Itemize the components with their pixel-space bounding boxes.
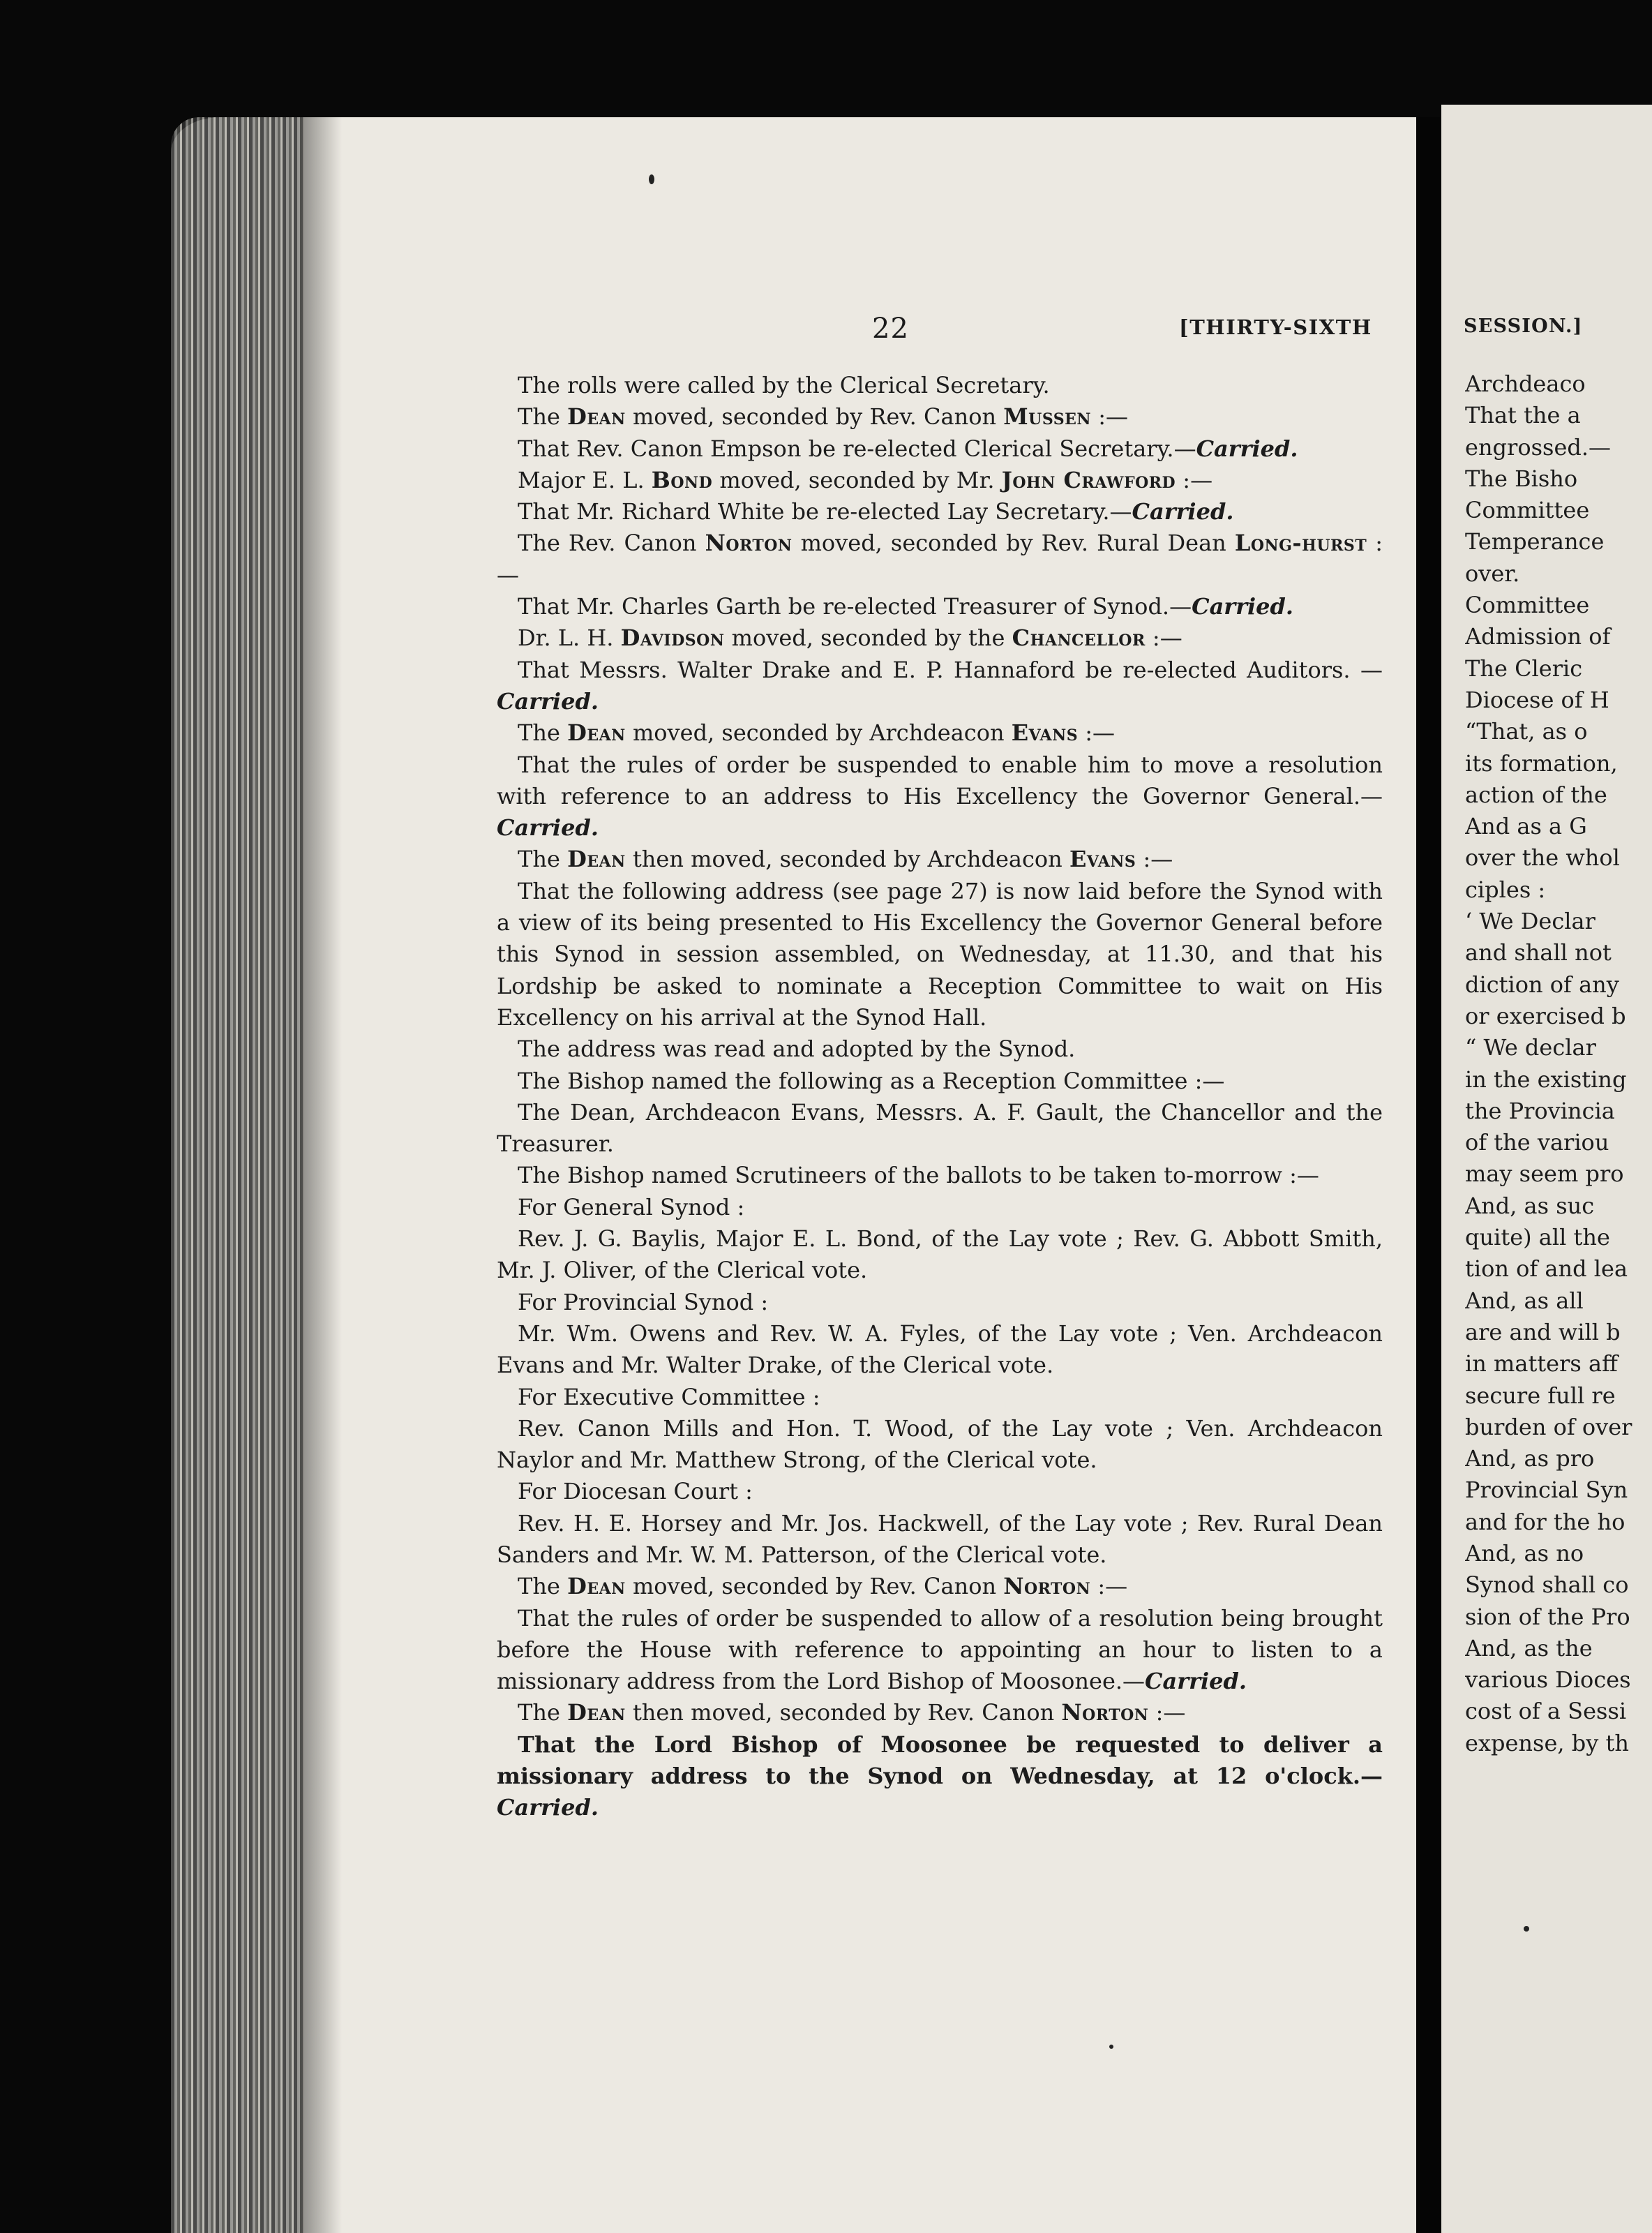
paragraph: The Rev. Canon Norton moved, seconded by Rev. Rural Dean Long-hurst :— — [497, 530, 1383, 588]
page-gutter — [1416, 117, 1441, 2233]
paper-speck — [1109, 2045, 1113, 2049]
text-line: engrossed.— — [1465, 433, 1612, 461]
paragraph: For General Synod : — [518, 1193, 745, 1220]
text-line: over the whol — [1465, 844, 1620, 872]
paragraph: That the following address (see page 27) is now laid before the Synod with a view of its being presented to His Excellency the Governor General before this Synod in session assembled, on Wednesday, at 11.30, and that his Lordship be asked to nominate a Reception Committee to wait on His Excellency on his arrival at the Synod Hall. — [497, 877, 1383, 1031]
text-line: Synod shall co — [1465, 1571, 1629, 1599]
paper-speck — [1524, 1926, 1529, 1932]
book-binding — [171, 117, 303, 2233]
text-line: “ We declar — [1465, 1034, 1596, 1061]
paragraph: The Bishop named the following as a Reception Committee :— — [518, 1067, 1225, 1094]
right-running-title: SESSION.] — [1464, 315, 1583, 337]
text-line: are and will b — [1465, 1318, 1621, 1345]
text-line: secure full re — [1465, 1382, 1616, 1409]
text-line: “That, as o — [1465, 718, 1588, 745]
text-line: and for the ho — [1465, 1508, 1625, 1535]
text-line: The Bisho — [1465, 465, 1578, 492]
paragraph: Rev. Canon Mills and Hon. T. Wood, of the Lay vote ; Ven. Archdeacon Naylor and Mr. Matthew Strong, of the Clerical vote. — [497, 1414, 1383, 1474]
paragraph: The Bishop named Scrutineers of the ballots to be taken to-morrow :— — [518, 1162, 1319, 1189]
text-line: over. — [1465, 560, 1520, 587]
text-line: And as a G — [1465, 813, 1587, 840]
text-line: Temperance — [1465, 528, 1605, 555]
paragraph: Major E. L. Bond moved, seconded by Mr. John Crawford :— — [518, 466, 1213, 493]
text-line: diction of any — [1465, 971, 1619, 998]
text-line: sion of the Pro — [1465, 1603, 1630, 1630]
binding-shadow — [300, 117, 342, 2233]
text-line: Diocese of H — [1465, 686, 1609, 713]
paragraph: Rev. H. E. Horsey and Mr. Jos. Hackwell, of the Lay vote ; Rev. Rural Dean Sanders and Mr. W. M. Patterson, of the Clerical vote. — [497, 1509, 1383, 1568]
text-line: ciples : — [1465, 876, 1546, 903]
text-line: of the variou — [1465, 1129, 1609, 1156]
paragraph: The rolls were called by the Clerical Secretary. — [518, 372, 1050, 398]
paragraph: That the rules of order be suspended to allow of a resolution being brought before the House with reference to appointing an hour to listen to a missionary address from the Lord Bishop of Moosonee.—Carried. — [497, 1604, 1383, 1695]
paper-speck — [649, 174, 654, 184]
text-line: Admission of — [1465, 623, 1611, 650]
page-number: 22 — [872, 313, 909, 345]
paragraph: That Mr. Charles Garth be re-elected Treasurer of Synod.—Carried. — [518, 593, 1294, 620]
paragraph: The Dean moved, seconded by Rev. Canon Mussen :— — [518, 403, 1128, 431]
paragraph: For Provincial Synod : — [518, 1288, 769, 1315]
text-line: the Provincia — [1465, 1097, 1615, 1124]
paragraph: The Dean moved, seconded by Archdeacon Evans :— — [518, 719, 1116, 747]
paragraph: That the Lord Bishop of Moosonee be requested to deliver a missionary address to the Synod on Wednesday, at 12 o'clock.—Carried. — [497, 1731, 1383, 1821]
text-line: And, as pro — [1465, 1445, 1595, 1472]
text-line: Provincial Syn — [1465, 1477, 1628, 1504]
text-line: ‘ We Declar — [1465, 908, 1595, 935]
text-line: burden of over — [1465, 1413, 1632, 1440]
text-line: various Dioces — [1465, 1666, 1631, 1694]
text-line: or exercised b — [1465, 1002, 1626, 1029]
paragraph: The Dean then moved, seconded by Rev. Canon Norton :— — [518, 1699, 1186, 1726]
text-line: And, as all — [1465, 1287, 1584, 1314]
text-line: may seem pro — [1465, 1160, 1624, 1188]
text-line: The Cleric — [1465, 655, 1583, 682]
right-page-body — [1465, 368, 1652, 1759]
paragraph: That Rev. Canon Empson be re-elected Clerical Secretary.—Carried. — [518, 435, 1298, 462]
text-line: Committee — [1465, 592, 1590, 619]
paragraph: Dr. L. H. Davidson moved, seconded by the Chancellor :— — [518, 625, 1182, 652]
text-line: in matters aff — [1465, 1350, 1618, 1377]
paragraph: That the rules of order be suspended to enable him to move a resolution with reference to an address to His Excellency the Governor General.—Carried. — [497, 751, 1383, 842]
paragraph: That Messrs. Walter Drake and E. P. Hannaford be re-elected Auditors. —Carried. — [497, 656, 1383, 715]
text-line: action of the — [1465, 781, 1607, 808]
text-line: and shall not — [1465, 939, 1612, 966]
text-line: expense, by th — [1465, 1729, 1629, 1756]
text-line: in the existing — [1465, 1066, 1627, 1093]
text-line: its formation, — [1465, 749, 1618, 777]
left-page-body — [497, 370, 1383, 1824]
text-line: Committee — [1465, 497, 1590, 524]
paragraph: For Executive Committee : — [518, 1383, 820, 1410]
paragraph: Rev. J. G. Baylis, Major E. L. Bond, of the Lay vote ; Rev. G. Abbott Smith, Mr. J. Oliver, of the Clerical vote. — [497, 1225, 1383, 1284]
paragraph: The Dean moved, seconded by Rev. Canon Norton :— — [518, 1573, 1128, 1600]
text-line: And, as no — [1465, 1539, 1584, 1567]
paragraph: The address was read and adopted by the Synod. — [518, 1036, 1076, 1063]
running-title: [THIRTY-SIXTH — [1179, 315, 1372, 339]
paragraph: That Mr. Richard White be re-elected Lay Secretary.—Carried. — [518, 498, 1234, 525]
paragraph: The Dean, Archdeacon Evans, Messrs. A. F. Gault, the Chancellor and the Treasurer. — [497, 1098, 1383, 1158]
paragraph: The Dean then moved, seconded by Archdeacon Evans :— — [518, 846, 1173, 873]
paragraph: For Diocesan Court : — [518, 1478, 753, 1505]
text-line: tion of and lea — [1465, 1255, 1628, 1283]
text-line: And, as the — [1465, 1634, 1593, 1661]
text-line: cost of a Sessi — [1465, 1698, 1627, 1725]
text-line: quite) all the — [1465, 1224, 1610, 1251]
text-line: And, as suc — [1465, 1192, 1595, 1219]
text-line: That the a — [1465, 402, 1581, 429]
text-line: Archdeaco — [1465, 371, 1586, 397]
paragraph: Mr. Wm. Owens and Rev. W. A. Fyles, of the Lay vote ; Ven. Archdeacon Evans and Mr. Walter Drake, of the Clerical vote. — [497, 1320, 1383, 1379]
